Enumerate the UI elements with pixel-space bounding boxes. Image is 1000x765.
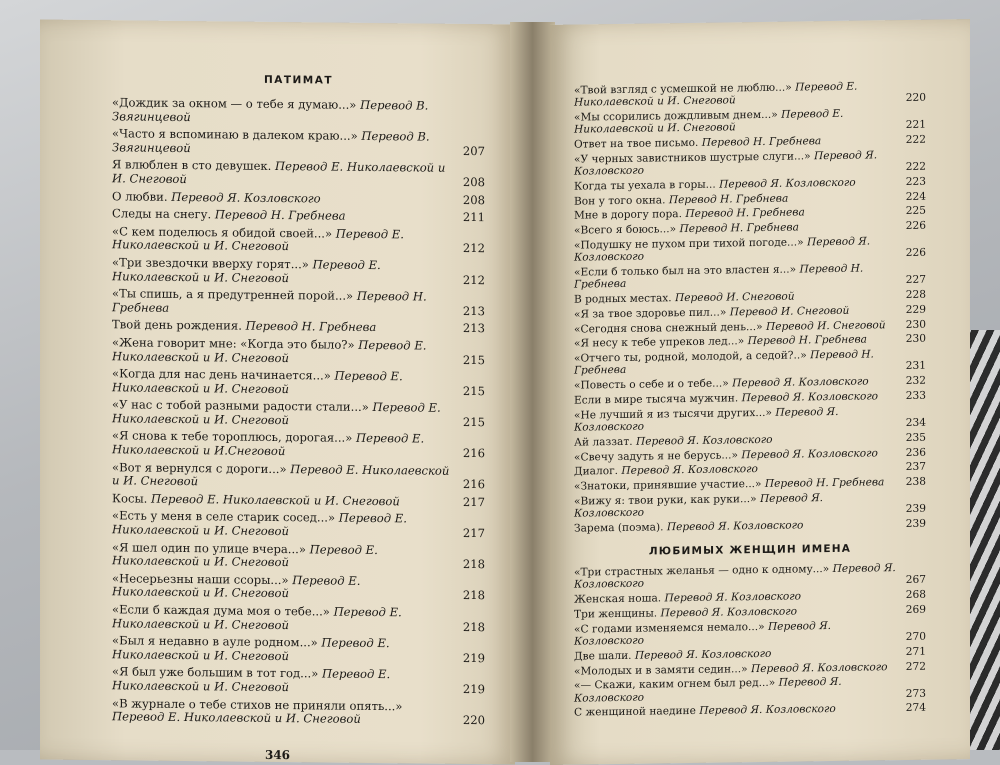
toc-entry-text xyxy=(574,149,896,178)
poem-title: Следы на снегу. xyxy=(112,206,211,221)
translator-credit: Перевод Е. Николаевской и И. Снеговой xyxy=(112,369,403,396)
poem-title: О любви. xyxy=(112,189,168,204)
translator-credit: Перевод И. Снеговой xyxy=(766,319,886,333)
poem-title: «Я был уже большим в тот год...» xyxy=(112,665,318,681)
toc-entry-text xyxy=(574,518,896,535)
toc-entry-text xyxy=(112,367,451,398)
poem-title: Косы. xyxy=(112,491,147,505)
toc-entry-text xyxy=(574,447,896,464)
poem-title: «Жена говорит мне: «Когда это было?» xyxy=(112,335,355,352)
poem-title: «У черных завистников шустрые слуги...» xyxy=(574,150,811,165)
toc-page-number: 208 xyxy=(451,176,485,190)
toc-page-number: 223 xyxy=(896,175,926,188)
toc-entry-text xyxy=(112,697,451,728)
toc-page-number: 224 xyxy=(896,190,926,203)
toc-page-number: 232 xyxy=(896,375,926,388)
toc-page-number: 239 xyxy=(896,518,926,531)
left-page xyxy=(40,20,515,765)
toc-entry-text xyxy=(112,461,451,492)
toc-entry xyxy=(112,541,485,572)
toc-page-number: 218 xyxy=(451,589,485,603)
toc-page-number: 215 xyxy=(451,416,485,430)
toc-entry-text xyxy=(112,190,451,207)
toc-entry xyxy=(112,319,485,336)
poem-title: «Был я недавно в ауле родном...» xyxy=(112,633,318,649)
translator-credit: Перевод Е. Николаевской и И. Снеговой xyxy=(112,573,360,601)
toc-entry xyxy=(574,262,926,291)
toc-entry-text xyxy=(574,319,896,336)
poem-title: Ай лаззат. xyxy=(574,436,633,449)
toc-entry xyxy=(574,702,926,719)
translator-credit: Перевод Я. Козловского xyxy=(574,562,896,591)
poem-title: «У нас с тобой разными радости стали...» xyxy=(112,398,369,415)
toc-page-number: 239 xyxy=(896,503,926,516)
toc-entry xyxy=(112,225,485,256)
translator-credit: Перевод Е. Николаевской и И. Снеговой xyxy=(112,605,402,632)
toc-entry xyxy=(574,491,926,520)
toc-entry-text xyxy=(574,562,896,591)
toc-entry xyxy=(574,107,926,136)
translator-credit: Перевод Е. Николаевской и И. Снеговой xyxy=(112,511,407,538)
toc-entry-text xyxy=(112,336,451,367)
toc-page-number: 208 xyxy=(451,193,485,207)
toc-entry-text xyxy=(574,604,896,621)
translator-credit: Перевод Я. Козловского xyxy=(574,676,842,704)
poem-title: Мне в дорогу пора. xyxy=(574,208,682,222)
translator-credit: Перевод Я. Козловского xyxy=(574,620,831,648)
translator-credit: Перевод Н. Гребнева xyxy=(748,334,867,348)
translator-credit: Перевод Е. Николаевской и И. Снеговой xyxy=(112,400,441,427)
translator-credit: Перевод Я. Козловского xyxy=(751,661,888,675)
poem-title: Зарема (поэма). xyxy=(574,521,663,534)
poem-title: «Три страстных желанья — одно к одному...» xyxy=(574,563,829,579)
poem-title: «Свечу задуть я не берусь...» xyxy=(574,449,738,463)
toc-page-number: 216 xyxy=(451,447,485,461)
translator-credit: Перевод Е. Николаевской и И. Снеговой xyxy=(112,667,390,694)
translator-credit: Перевод Н. Гребнева xyxy=(685,207,804,221)
poem-title: Твой день рождения. xyxy=(112,318,242,333)
toc-entry-text xyxy=(574,107,896,136)
toc-page-number: 215 xyxy=(451,353,485,367)
poem-title: Диалог. xyxy=(574,465,618,478)
translator-credit: Перевод Н. Гребнева xyxy=(215,207,346,222)
poem-title: «Часто я вспоминаю в далеком краю...» xyxy=(112,126,358,143)
toc-entry-text xyxy=(574,289,896,306)
translator-credit: Перевод Н. Гребнева xyxy=(765,476,884,490)
translator-credit: Перевод Е. Николаевской и И. Снеговой xyxy=(151,492,400,509)
toc-entry xyxy=(112,510,485,541)
translator-credit: Перевод Е. Николаевской и И. Снеговой xyxy=(112,542,378,569)
toc-entry-text xyxy=(574,220,896,237)
poem-title: «Сегодня снова снежный день...» xyxy=(574,321,763,336)
toc-page-number: 217 xyxy=(451,496,485,510)
toc-page-number: 211 xyxy=(451,211,485,225)
toc-page-number: 212 xyxy=(451,242,485,256)
toc-entry-text xyxy=(574,476,896,493)
toc-entry-text xyxy=(574,304,896,321)
translator-credit: Перевод И. Снеговой xyxy=(730,305,850,319)
toc-entry-text xyxy=(112,319,451,336)
poem-title: «Если б каждая дума моя о тебе...» xyxy=(112,602,330,618)
translator-credit: Перевод Н. Гребнева xyxy=(574,349,874,377)
toc-entry-text xyxy=(112,225,451,256)
translator-credit: Перевод Е. Николаевской и И. Снеговой xyxy=(574,108,843,136)
translator-credit: Перевод И. Снеговой xyxy=(675,291,795,305)
toc-entry xyxy=(112,603,485,634)
toc-entry-text xyxy=(112,634,451,665)
toc-page-number: 213 xyxy=(451,322,485,336)
toc-entry-text xyxy=(112,510,451,541)
toc-page-number: 220 xyxy=(896,92,926,105)
toc-page-number: 216 xyxy=(451,478,485,492)
toc-page-number: 274 xyxy=(896,702,926,715)
translator-credit: Перевод Я. Козловского xyxy=(574,149,877,177)
toc-entry xyxy=(574,675,926,704)
poem-title: «Несерьезны наши ссоры...» xyxy=(112,571,289,587)
poem-title: «Молодых и в замяти седин...» xyxy=(574,663,748,677)
poem-title: «Я шел один по улице вчера...» xyxy=(112,540,306,556)
poem-title: «С кем поделюсь я обидой своей...» xyxy=(112,224,332,240)
toc-entry-text xyxy=(574,333,896,350)
toc-entry-text xyxy=(574,235,896,264)
poem-title: «Всего я боюсь...» xyxy=(574,223,676,236)
toc-entry-text xyxy=(574,262,896,291)
toc-entry-text xyxy=(112,541,451,572)
toc-entry xyxy=(574,235,926,264)
toc-entry-text xyxy=(112,96,451,127)
poem-title: Женская ноша. xyxy=(574,593,661,606)
open-book xyxy=(40,22,970,762)
translator-credit: Перевод Я. Козловского xyxy=(171,189,320,205)
toc-entry-text xyxy=(574,405,896,434)
toc-page-number: 267 xyxy=(896,574,926,587)
toc-list-section xyxy=(574,562,926,719)
translator-credit: Перевод В. Звягинцевой xyxy=(112,129,430,155)
toc-entry-text xyxy=(112,666,451,697)
toc-entry xyxy=(112,96,485,127)
toc-entry-text xyxy=(112,256,451,287)
poem-title: Вон у того окна. xyxy=(574,194,665,207)
toc-page-number: 227 xyxy=(896,274,926,287)
toc-page-number: 217 xyxy=(451,527,485,541)
poem-title: «Мы ссорились дождливым днем...» xyxy=(574,109,778,124)
toc-entry xyxy=(112,207,485,224)
translator-credit: Перевод Я. Козловского xyxy=(636,434,773,448)
toc-list-right xyxy=(574,80,926,535)
toc-entry-text xyxy=(574,390,896,407)
toc-entry xyxy=(574,518,926,535)
toc-page-number: 222 xyxy=(896,134,926,147)
toc-page-number: 273 xyxy=(896,687,926,700)
poem-title: С женщиной наедине xyxy=(574,705,696,719)
poem-title: В родных местах. xyxy=(574,292,672,305)
toc-page-number: 236 xyxy=(896,446,926,459)
book-spine-gutter xyxy=(510,22,555,762)
toc-entry-text xyxy=(112,127,451,158)
toc-page-number: 233 xyxy=(896,390,926,403)
toc-page-number: 220 xyxy=(451,714,485,728)
toc-page-number: 231 xyxy=(896,360,926,373)
poem-title: «Дождик за окном — о тебе я думаю...» xyxy=(112,95,356,112)
translator-credit: Перевод Н. Гребнева xyxy=(702,135,821,149)
toc-entry-text xyxy=(574,205,896,222)
toc-entry-text xyxy=(574,348,896,377)
toc-entry xyxy=(574,618,926,647)
poem-title: «Я снова к тебе тороплюсь, дорогая...» xyxy=(112,429,352,446)
toc-page-number: 229 xyxy=(896,303,926,316)
translator-credit: Перевод Е. Николаевской и И. Снеговой xyxy=(112,338,426,365)
poem-title: «Твой взгляд с усмешкой не люблю...» xyxy=(574,82,792,97)
toc-page-number: 228 xyxy=(896,289,926,302)
translator-credit: Перевод Н. Гребнева xyxy=(246,319,377,334)
toc-page-number: 212 xyxy=(451,273,485,287)
poem-title: Две шали. xyxy=(574,650,632,663)
translator-credit: Перевод Е. Николаевской и И.Снеговой xyxy=(112,431,424,458)
translator-credit: Перевод Н. Гребнева xyxy=(574,263,863,291)
toc-entry xyxy=(574,80,926,109)
toc-entry-text xyxy=(574,191,896,208)
toc-entry xyxy=(112,430,485,461)
translator-credit: Перевод Е. Николаевской и И. Снеговой xyxy=(112,636,390,663)
toc-entry xyxy=(112,634,485,665)
poem-title: «С годами изменяемся немало...» xyxy=(574,621,765,636)
translator-credit: Перевод Я. Козловского xyxy=(661,605,798,619)
translator-credit: Перевод Я. Козловского xyxy=(621,463,758,477)
toc-entry-text xyxy=(112,287,451,318)
toc-page-number: 230 xyxy=(896,318,926,331)
translator-credit: Перевод Е. Николаевской и И. Снеговой xyxy=(574,81,857,109)
toc-entry xyxy=(112,336,485,367)
poem-title: Если в мире тысяча мужчин. xyxy=(574,392,738,406)
poem-title: «Есть у меня в селе старик сосед...» xyxy=(112,509,335,525)
poem-title: «Отчего ты, родной, молодой, а седой?..» xyxy=(574,350,807,365)
toc-page-number: 230 xyxy=(896,333,926,346)
toc-entry-text xyxy=(574,646,896,663)
toc-page-number: 272 xyxy=(896,660,926,673)
toc-page-number: 237 xyxy=(896,461,926,474)
toc-entry xyxy=(112,461,485,492)
translator-credit: Перевод Е. Николаевской и И. Снеговой xyxy=(112,226,404,253)
toc-entry-text xyxy=(574,134,896,151)
toc-entry-text xyxy=(112,603,451,634)
poem-title: «Когда для нас день начинается...» xyxy=(112,366,331,382)
toc-page-number: 268 xyxy=(896,589,926,602)
toc-entry xyxy=(112,399,485,430)
translator-credit: Перевод Я. Козловского xyxy=(699,703,836,717)
toc-entry xyxy=(112,159,485,190)
poem-title: «Повесть о себе и о тебе...» xyxy=(574,378,729,392)
page-heading: ПАТИМАТ xyxy=(112,72,485,88)
translator-credit: Перевод Н. Гребнева xyxy=(112,289,427,315)
toc-page-number: 269 xyxy=(896,604,926,617)
poem-title: Три женщины. xyxy=(574,607,657,620)
toc-page-number: 238 xyxy=(896,476,926,489)
toc-page-number: 226 xyxy=(896,220,926,233)
toc-page-number: 222 xyxy=(896,161,926,174)
toc-entry-text xyxy=(112,159,451,190)
page-number: 346 xyxy=(40,746,515,765)
poem-title: Я влюблен в сто девушек. xyxy=(112,158,271,174)
toc-entry-text xyxy=(574,176,896,193)
poem-title: «Подушку не пухом при тихой погоде...» xyxy=(574,236,804,251)
toc-entry xyxy=(112,127,485,158)
toc-entry xyxy=(112,492,485,509)
translator-credit: Перевод Я. Козловского xyxy=(665,591,802,605)
toc-entry-text xyxy=(112,572,451,603)
toc-entry-text xyxy=(574,491,896,520)
poem-title: «В журнале о тебе стихов не приняли опять...» xyxy=(112,696,402,713)
translator-credit: Перевод Я. Козловского xyxy=(719,176,856,190)
toc-page-number: 219 xyxy=(451,652,485,666)
translator-credit: Перевод Я. Козловского xyxy=(732,376,869,390)
toc-entry-text xyxy=(574,702,896,719)
toc-page-number: 218 xyxy=(451,558,485,572)
poem-title: «Знатоки, принявшие участие...» xyxy=(574,478,762,493)
poem-title: «— Скажи, каким огнем был ред...» xyxy=(574,677,775,692)
poem-title: «Я несу к тебе упреков лед...» xyxy=(574,336,744,350)
poem-title: «Вижу я: твои руки, как руки...» xyxy=(574,493,757,508)
translator-credit: Перевод Н. Гребнева xyxy=(669,192,788,206)
translator-credit: Перевод Я. Козловского xyxy=(574,235,870,263)
toc-entry xyxy=(112,697,485,728)
poem-title: Ответ на твое письмо. xyxy=(574,137,698,151)
toc-entry-text xyxy=(574,432,896,449)
translator-credit: Перевод Н. Гребнева xyxy=(679,222,798,236)
toc-entry xyxy=(112,666,485,697)
toc-page-number: 235 xyxy=(896,431,926,444)
translator-credit: Перевод Е. Николаевской и И. Снеговой xyxy=(112,462,449,489)
poem-title: Когда ты уехала в горы... xyxy=(574,178,716,192)
poem-title: «Ты спишь, а я предутренней порой...» xyxy=(112,286,353,303)
toc-page-number: 234 xyxy=(896,417,926,430)
translator-credit: Перевод Я. Козловского xyxy=(635,648,772,662)
toc-page-number: 270 xyxy=(896,631,926,644)
poem-title: «Не лучший я из тысячи других...» xyxy=(574,407,772,422)
toc-page-number: 207 xyxy=(451,145,485,159)
translator-credit: Перевод Е. Николаевской и И. Снеговой xyxy=(112,159,445,186)
toc-page-number: 215 xyxy=(451,385,485,399)
translator-credit: Перевод Я. Козловского xyxy=(574,492,823,520)
translator-credit: Перевод В. Звягинцевой xyxy=(112,98,428,124)
toc-page-number: 221 xyxy=(896,119,926,132)
toc-page-number: 226 xyxy=(896,247,926,260)
translator-credit: Перевод Е. Николаевской и И. Снеговой xyxy=(112,709,361,726)
toc-entry-text xyxy=(112,430,451,461)
translator-credit: Перевод Е. Николаевской и И. Снеговой xyxy=(112,257,381,284)
toc-page-number: 225 xyxy=(896,205,926,218)
translator-credit: Перевод Я. Козловского xyxy=(742,390,879,404)
toc-entry-text xyxy=(574,80,896,109)
right-page xyxy=(550,19,970,765)
translator-credit: Перевод Я. Козловского xyxy=(667,519,804,533)
poem-title: «Я за твое здоровье пил...» xyxy=(574,306,726,320)
toc-entry-text xyxy=(574,675,896,704)
toc-entry-text xyxy=(574,661,896,678)
toc-entry-text xyxy=(112,399,451,430)
poem-title: «Вот я вернулся с дороги...» xyxy=(112,460,287,476)
toc-entry-text xyxy=(574,461,896,478)
toc-page-number: 213 xyxy=(451,305,485,319)
toc-entry xyxy=(574,148,926,177)
toc-entry xyxy=(112,572,485,603)
toc-page-number: 218 xyxy=(451,620,485,634)
toc-entry-text xyxy=(574,619,896,648)
toc-list-left xyxy=(112,96,485,728)
toc-entry xyxy=(574,404,926,433)
toc-entry-text xyxy=(574,589,896,606)
toc-entry xyxy=(112,367,485,398)
toc-entry xyxy=(112,256,485,287)
toc-page-number: 271 xyxy=(896,645,926,658)
poem-title: «Если б только был на это властен я...» xyxy=(574,263,796,278)
toc-entry xyxy=(574,348,926,377)
toc-entry-text xyxy=(574,375,896,392)
translator-credit: Перевод Я. Козловского xyxy=(741,447,878,461)
toc-entry-text xyxy=(112,492,451,509)
toc-entry xyxy=(574,562,926,591)
toc-entry xyxy=(112,287,485,318)
section-heading: ЛЮБИМЫХ ЖЕНЩИН ИМЕНА xyxy=(574,542,926,559)
toc-entry-text xyxy=(112,207,451,224)
translator-credit: Перевод Я. Козловского xyxy=(574,406,838,434)
poem-title: «Три звездочки вверху горят...» xyxy=(112,255,309,271)
toc-page-number: 219 xyxy=(451,683,485,697)
toc-entry xyxy=(112,190,485,207)
